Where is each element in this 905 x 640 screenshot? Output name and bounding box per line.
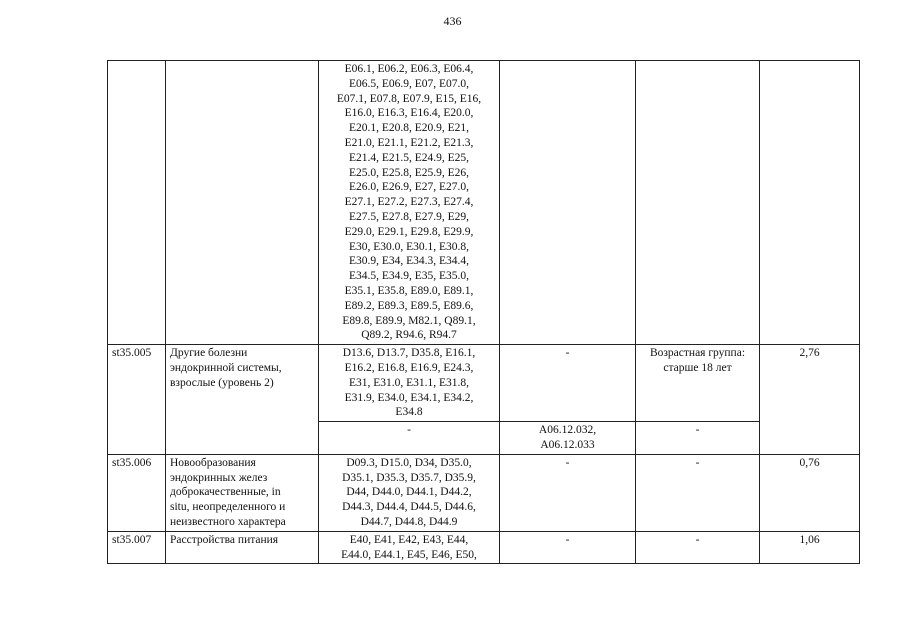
code-cell: st35.005 <box>108 345 166 455</box>
code-cell: st35.007 <box>108 531 166 564</box>
diagnoses-cell: D09.3, D15.0, D34, D35.0, D35.1, D35.3, D35.7, D35.9, D44, D44.0, D44.1, D44.2, D44.3, D44.4, D44.5, D44.6, D44.7, D44.8, D44.9 <box>319 454 500 531</box>
code-cell: st35.006 <box>108 454 166 531</box>
services-cell: - <box>500 454 636 531</box>
name-cell <box>166 61 319 345</box>
criteria-cell: - <box>636 454 760 531</box>
diagnoses-cell: E40, E41, E42, E43, E44, E44.0, E44.1, E45, E46, E50, <box>319 531 500 564</box>
coefficient-cell: 0,76 <box>760 454 860 531</box>
code-cell <box>108 61 166 345</box>
name-cell: Новообразования эндокринных желез доброкачественные, in situ, неопределенного и неизвестного характера <box>166 454 319 531</box>
criteria-cell: Возрастная группа: старше 18 лет <box>636 345 760 422</box>
table-row-st35-007 <box>108 531 860 564</box>
table-row-st35-006 <box>108 454 860 531</box>
table-row-st35-005 <box>108 345 860 422</box>
criteria-cell: - <box>636 422 760 455</box>
criteria-cell <box>636 61 760 345</box>
page-number: 436 <box>443 14 462 28</box>
services-cell: - <box>500 345 636 422</box>
services-cell: A06.12.032, A06.12.033 <box>500 422 636 455</box>
name-cell: Другие болезни эндокринной системы, взрослые (уровень 2) <box>166 345 319 455</box>
name-cell: Расстройства питания <box>166 531 319 564</box>
tariff-table <box>107 60 860 564</box>
coefficient-cell <box>760 61 860 345</box>
diagnoses-cell: D13.6, D13.7, D35.8, E16.1, E16.2, E16.8, E16.9, E24.3, E31, E31.0, E31.1, E31.8, E31.9, E34.0, E34.1, E34.2, E34.8 <box>319 345 500 422</box>
diagnoses-cell: - <box>319 422 500 455</box>
criteria-cell: - <box>636 531 760 564</box>
coefficient-cell: 1,06 <box>760 531 860 564</box>
coefficient-cell: 2,76 <box>760 345 860 455</box>
diagnoses-cell: E06.1, E06.2, E06.3, E06.4, E06.5, E06.9, E07, E07.0, E07.1, E07.8, E07.9, E15, E16, E16.0, E16.3, E16.4, E20.0, E20.1, E20.8, E20.9, E21, E21.0, E21.1, E21.2, E21.3, E21.4, E21.5, E24.9, E25, E25.0, E25.8, E25.9, E26, E26.0, E26.9, E27, E27.0, E27.1, E27.2, E27.3, E27.4, E27.5, E27.8, E27.9, E29, E29.0, E29.1, E29.8, E29.9, E30, E30.0, E30.1, E30.8, E30.9, E34, E34.3, E34.4, E34.5, E34.9, E35, E35.0, E35.1, E35.8, E89.0, E89.1, E89.2, E89.3, E89.5, E89.6, E89.8, E89.9, M82.1, Q89.1, Q89.2, R94.6, R94.7 <box>319 61 500 345</box>
services-cell: - <box>500 531 636 564</box>
table-row-continuation <box>108 61 860 345</box>
services-cell <box>500 61 636 345</box>
